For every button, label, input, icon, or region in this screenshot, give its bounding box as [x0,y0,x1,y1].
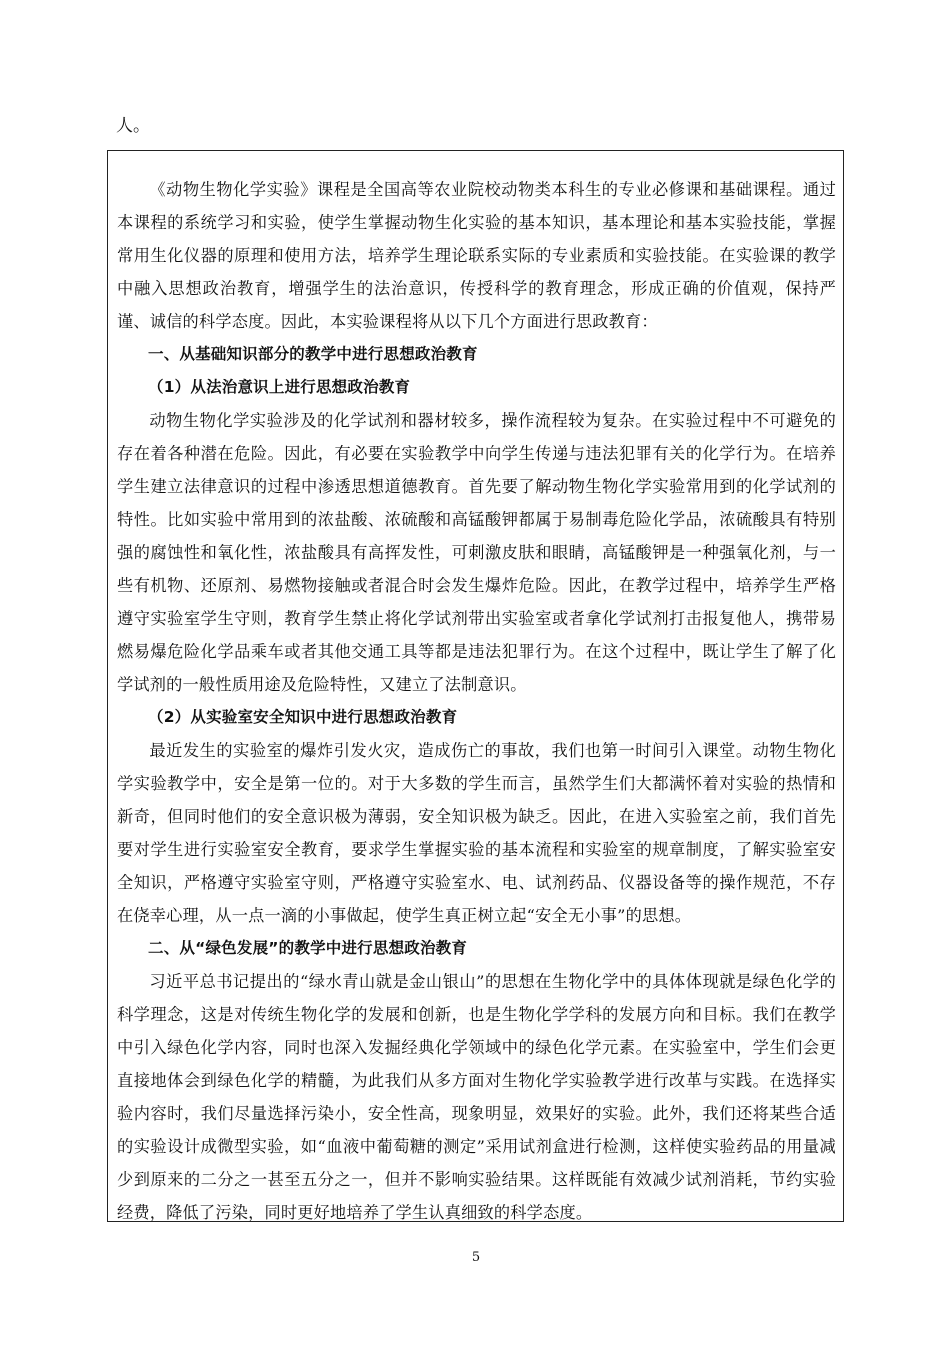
section-heading-basic-knowledge: 一、从基础知识部分的教学中进行思想政治教育 [148,345,478,363]
legal-awareness-paragraph: 动物生物化学实验涉及的化学试剂和器材较多，操作流程较为复杂。在实验过程中不可避免的存在着各种潜在危险。因此，有必要在实验教学中向学生传递与违法犯罪有关的化学行为。在培养学生建立法律意识的过程中渗透思想道德教育。首先要了解动物生物化学实验常用到的化学试剂的特性。比如实验中常用到的浓盐酸、浓硫酸和高锰酸钾都属于易制毒危险化学品，浓硫酸具有特别强的腐蚀性和氧化性，浓盐酸具有高挥发性，可刺激皮肤和眼睛，高锰酸钾是一种强氧化剂，与一些有机物、还原剂、易燃物接触或者混合时会发生爆炸危险。因此，在教学过程中，培养学生严格遵守实验室学生守则，教育学生禁止将化学试剂带出实验室或者拿化学试剂打击报复他人，携带易燃易爆危险化学品乘车或者其他交通工具等都是违法犯罪行为。在这个过程中，既让学生了解了化学试剂的一般性质用途及危险特性，又建立了法制意识。 [117,411,836,694]
subsection-heading-lab-safety: （2）从实验室安全知识中进行思想政治教育 [148,708,458,726]
lab-safety-paragraph: 最近发生的实验室的爆炸引发火灾，造成伤亡的事故，我们也第一时间引入课堂。动物生物化学实验教学中，安全是第一位的。对于大多数的学生而言，虽然学生们大都满怀着对实验的热情和新奇，但同时他们的安全意识极为薄弱，安全知识极为缺乏。因此，在进入实验室之前，我们首先要对学生进行实验室安全教育，要求学生掌握实验的基本流程和实验室的规章制度，了解实验室安全知识，严格遵守实验室守则，严格遵守实验室水、电、试剂药品、仪器设备等的操作规范，不存在侥幸心理，从一点一滴的小事做起，使学生真正树立起“安全无小事”的思想。 [117,741,836,925]
continued-text: 人。 [116,116,150,136]
section-heading-green-development: 二、从“绿色发展”的教学中进行思想政治教育 [148,939,468,957]
content-table-cell [107,150,844,1222]
page-number: 5 [471,1250,481,1265]
subsection-heading-legal-awareness: （1）从法治意识上进行思想政治教育 [148,378,411,396]
green-development-paragraph: 习近平总书记提出的“绿水青山就是金山银山”的思想在生物化学中的具体体现就是绿色化学的科学理念，这是对传统生物化学的发展和创新，也是生物化学学科的发展方向和目标。我们在教学中引入绿色化学内容，同时也深入发掘经典化学领域中的绿色化学元素。在实验室中，学生们会更直接地体会到绿色化学的精髓，为此我们从多方面对生物化学实验教学进行改革与实践。在选择实验内容时，我们尽量选择污染小，安全性高，现象明显，效果好的实验。此外，我们还将某些合适的实验设计成微型实验，如“血液中葡萄糖的测定”采用试剂盒进行检测，这样使实验药品的用量减少到原来的二分之一甚至五分之一，但并不影响实验结果。这样既能有效减少试剂消耗，节约实验经费，降低了污染，同时更好地培养了学生认真细致的科学态度。 [117,972,836,1222]
intro-paragraph: 《动物生物化学实验》课程是全国高等农业院校动物类本科生的专业必修课和基础课程。通过本课程的系统学习和实验，使学生掌握动物生化实验的基本知识，基本理论和基本实验技能，掌握常用生化仪器的原理和使用方法，培养学生理论联系实际的专业素质和实验技能。在实验课的教学中融入思想政治教育，增强学生的法治意识，传授科学的教育理念，形成正确的价值观，保持严谨、诚信的科学态度。因此，本实验课程将从以下几个方面进行思政教育： [117,180,836,331]
